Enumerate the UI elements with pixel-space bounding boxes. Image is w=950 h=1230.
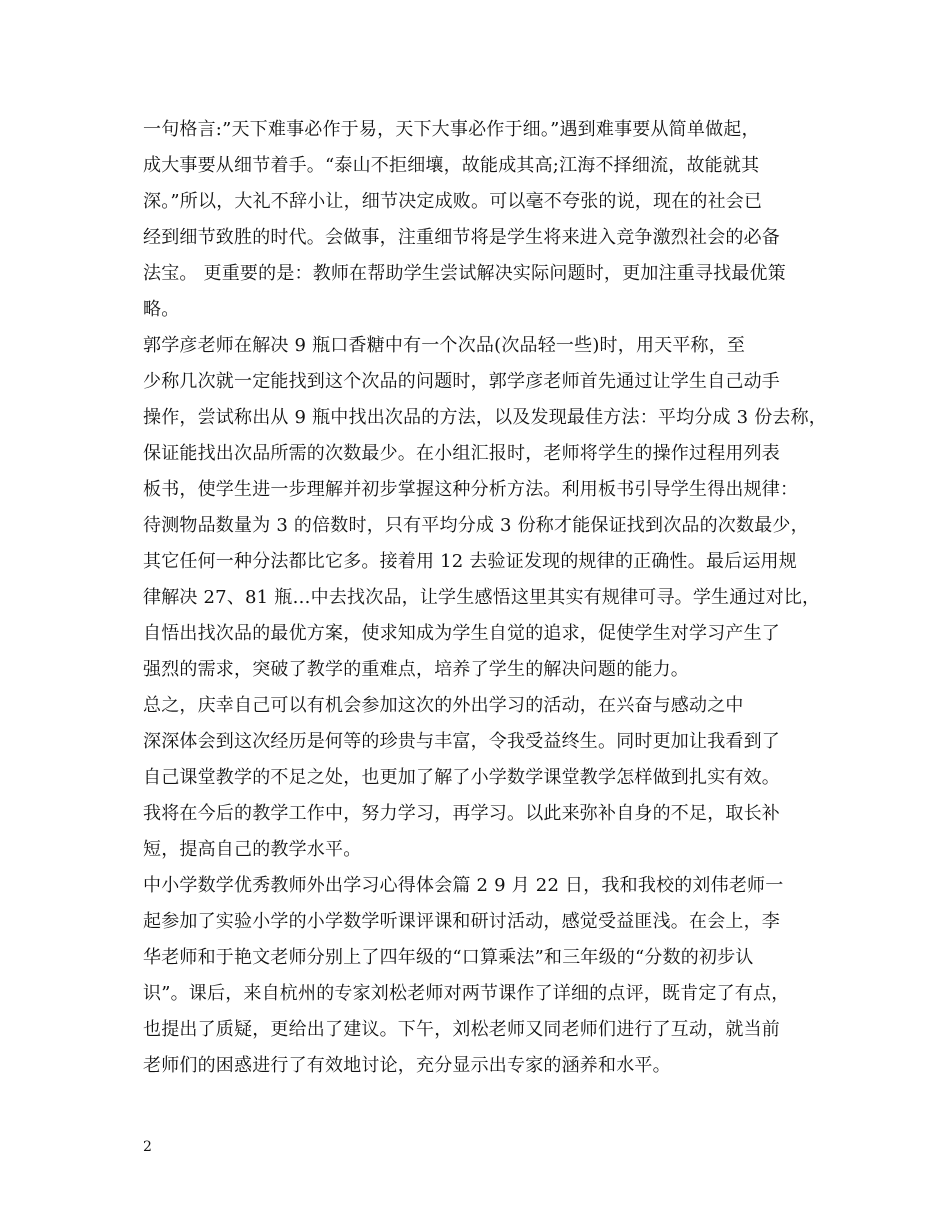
text-line: 我将在今后的教学工作中，努力学习，再学习。以此来弥补自身的不足，取长补	[143, 803, 780, 824]
text-line: 保证能找出次品所需的次数最少。在小组汇报时，老师将学生的操作过程用列表	[143, 443, 780, 464]
text-line: 自悟出找次品的最优方案，使求知成为学生自觉的追求，促使学生对学习产生了	[143, 623, 780, 644]
text-line: 郭学彦老师在解决 9 瓶口香糖中有一个次品(次品轻一些)时，用天平称，至	[143, 335, 746, 356]
text-line: 操作，尝试称出从 9 瓶中找出次品的方法，以及发现最佳方法：平均分成 3 份去称，	[143, 407, 827, 428]
text-line: 板书，使学生进一步理解并初步掌握这种分析方法。利用板书引导学生得出规律：	[143, 479, 799, 500]
text-line: 识”。课后，来自杭州的专家刘松老师对两节课作了详细的点评，既肯定了有点，	[143, 983, 790, 1004]
text-line: 经到细节致胜的时代。会做事，注重细节将是学生将来进入竞争激烈社会的必备	[143, 227, 780, 248]
text-line: 律解决 27、81 瓶…中去找次品，让学生感悟这里其实有规律可寻。学生通过对比，	[143, 587, 821, 608]
text-line: 起参加了实验小学的小学数学听课评课和研讨活动，感觉受益匪浅。在会上，李	[143, 911, 780, 932]
text-line: 总之，庆幸自己可以有机会参加这次的外出学习的活动，在兴奋与感动之中	[143, 695, 744, 716]
text-line: 自己课堂教学的不足之处，也更加了解了小学数学课堂教学怎样做到扎实有效。	[143, 767, 780, 788]
page-number: 2	[143, 1139, 152, 1155]
text-line: 一句格言:”天下难事必作于易，天下大事必作于细。”遇到难事要从简单做起，	[143, 119, 760, 140]
text-line: 成大事要从细节着手。“泰山不拒细壤，故能成其高;江海不择细流，故能就其	[143, 155, 760, 176]
text-line: 法宝。 更重要的是：教师在帮助学生尝试解决实际问题时，更加注重寻找最优策	[143, 263, 786, 284]
text-line: 也提出了质疑，更给出了建议。下午，刘松老师又同老师们进行了互动，就当前	[143, 1019, 780, 1040]
text-line: 华老师和于艳文老师分别上了四年级的“口算乘法”和三年级的“分数的初步认	[143, 947, 754, 968]
text-line: 老师们的困惑进行了有效地讨论，充分显示出专家的涵养和水平。	[143, 1055, 671, 1076]
text-line: 短，提高自己的教学水平。	[143, 839, 362, 860]
text-line: 略。	[143, 299, 180, 320]
text-line: 少称几次就一定能找到这个次品的问题时，郭学彦老师首先通过让学生自己动手	[143, 371, 780, 392]
text-line: 其它任何一种分法都比它多。接着用 12 去验证发现的规律的正确性。最后运用规	[143, 551, 797, 572]
text-line: 强烈的需求，突破了教学的重难点，培养了学生的解决问题的能力。	[143, 659, 689, 680]
text-line: 中小学数学优秀教师外出学习心得体会篇 2 9 月 22 日，我和我校的刘伟老师一	[143, 875, 784, 896]
text-line: 深。”所以，大礼不辞小让，细节决定成败。可以毫不夸张的说，现在的社会已	[143, 191, 763, 212]
text-line: 待测物品数量为 3 的倍数时，只有平均分成 3 份称才能保证找到次品的次数最少，	[143, 515, 809, 536]
text-line: 深深体会到这次经历是何等的珍贵与丰富，令我受益终生。同时更加让我看到了	[143, 731, 780, 752]
